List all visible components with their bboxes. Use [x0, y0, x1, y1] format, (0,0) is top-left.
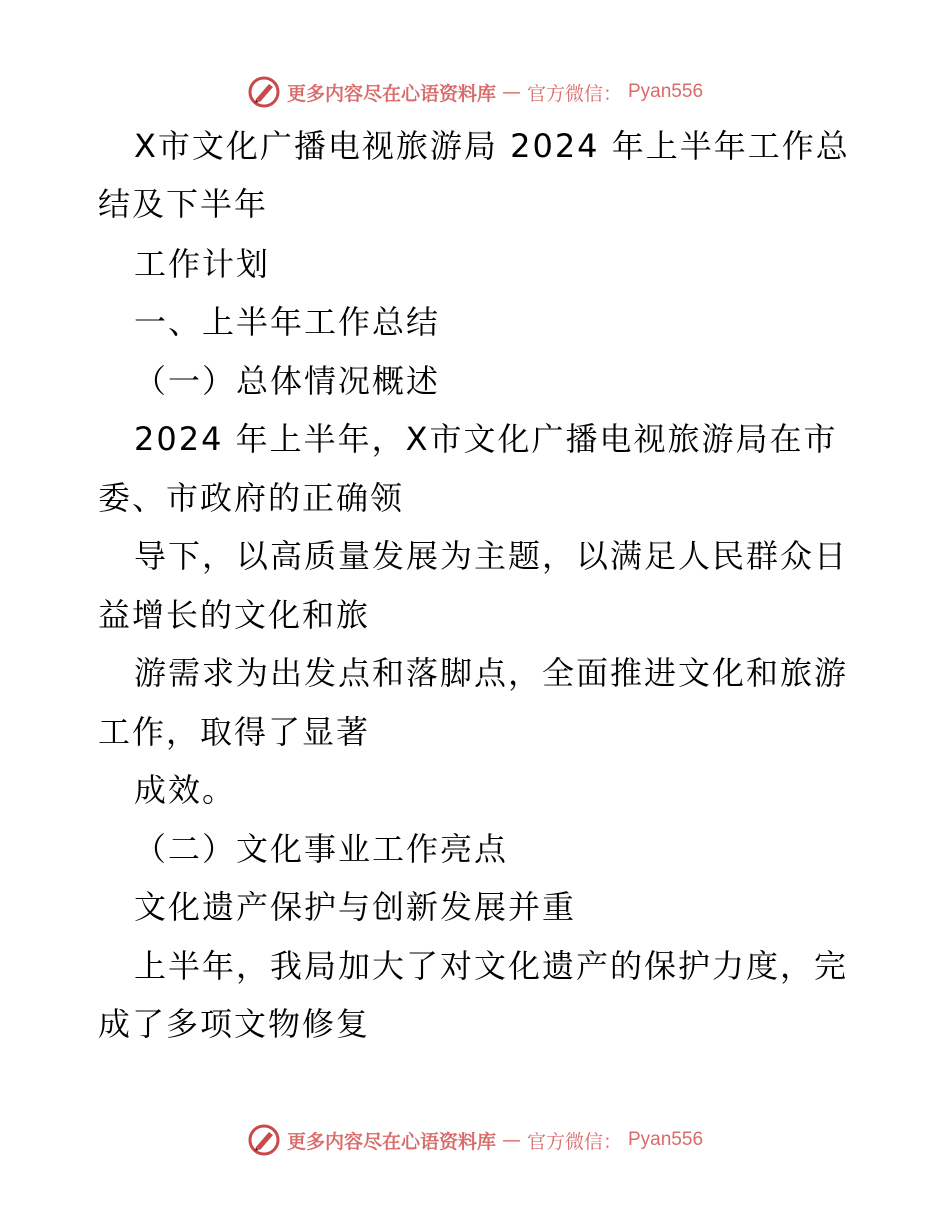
- subsection-heading-1: （一）总体情况概述: [134, 362, 441, 400]
- pen-logo-icon: [247, 75, 281, 109]
- paragraph-line: 上半年，我局加大了对文化遗产的保护力度，完: [134, 947, 849, 985]
- watermark-header: [0, 72, 950, 112]
- paragraph-line: 成效。: [134, 771, 237, 809]
- paragraph-line: 游需求为出发点和落脚点，全面推进文化和旅游: [134, 654, 849, 692]
- watermark-label: 官方微信：: [526, 1130, 622, 1153]
- section-heading-1: 一、上半年工作总结: [134, 303, 441, 341]
- watermark-separator: —: [501, 81, 521, 103]
- watermark-wechat-id: Pyan556: [628, 1129, 704, 1150]
- subsection-heading-2: （二）文化事业工作亮点: [134, 830, 509, 868]
- watermark-brand: 更多内容尽在心语资料库: [286, 1130, 496, 1153]
- watermark-wechat-id: Pyan556: [628, 81, 704, 102]
- paragraph-line: 委、市政府的正确领: [98, 479, 405, 517]
- paragraph-line: 2024 年上半年，X市文化广播电视旅游局在市: [134, 420, 838, 458]
- pen-logo-icon: [247, 1123, 281, 1157]
- watermark-footer: [0, 1120, 950, 1160]
- paragraph-line: 成了多项文物修复: [98, 1005, 371, 1043]
- doc-title-line-3: 工作计划: [134, 245, 271, 283]
- doc-title-line-2: 结及下半年: [98, 185, 269, 223]
- topic-heading: 文化遗产保护与创新发展并重: [134, 888, 577, 926]
- watermark-label: 官方微信：: [526, 82, 622, 105]
- paragraph-line: 工作，取得了显著: [98, 713, 371, 751]
- doc-title-line-1: X市文化广播电视旅游局 2024 年上半年工作总: [134, 127, 850, 165]
- watermark-separator: —: [501, 1129, 521, 1151]
- watermark-brand: 更多内容尽在心语资料库: [286, 82, 496, 105]
- paragraph-line: 导下，以高质量发展为主题，以满足人民群众日: [134, 537, 849, 575]
- paragraph-line: 益增长的文化和旅: [98, 596, 371, 634]
